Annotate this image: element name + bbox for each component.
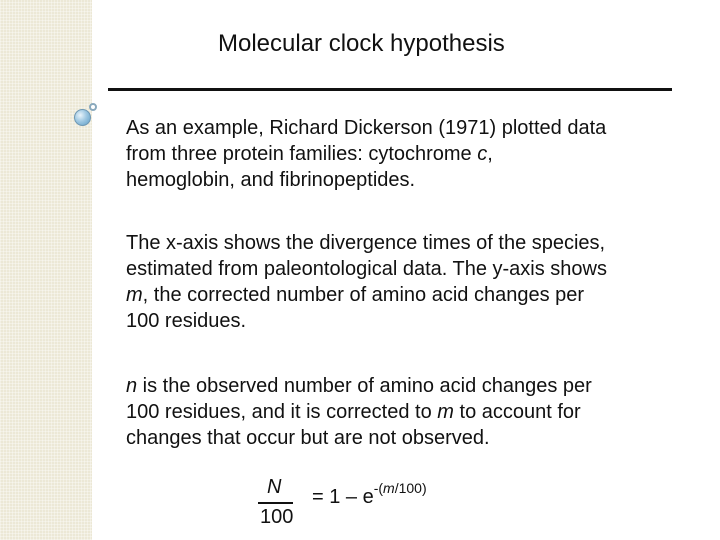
equation-exponent: -(m/100) [373,480,427,496]
paragraph-line: changes that occur but are not observed. [126,427,490,449]
equation-denominator: 100 [260,506,294,528]
paragraph-line: As an example, Richard Dickerson (1971) plotted data [126,117,607,139]
paragraph-line: n is the observed number of amino acid changes per [126,375,592,397]
title-underline [108,88,672,91]
paragraph-axes-description [126,230,716,334]
paragraph-line: The x-axis shows the divergence times of the species, [126,232,606,254]
bullet-bubble-small-icon [89,103,97,111]
paragraph-line: from three protein families: cytochrome c, [126,143,493,165]
paragraph-line: estimated from paleontological data. The y-axis shows [126,258,607,280]
slide-title: Molecular clock hypothesis [218,30,505,57]
italic-variable: c [477,143,488,165]
bullet-bubble-large-icon [74,109,91,126]
fraction-bar [258,502,293,504]
paragraph-line: 100 residues, and it is corrected to m to account for [126,401,581,423]
equation-numerator: N [267,476,282,498]
paragraph-line: 100 residues. [126,310,247,332]
italic-variable: n [126,375,138,397]
decorative-side-strip [0,0,92,540]
italic-variable: m [126,284,143,306]
paragraph-correction-note [126,373,716,451]
equation-right-hand-side [312,480,427,509]
paragraph-line: hemoglobin, and fibrinopeptides. [126,169,416,191]
equation-rhs-base: = 1 – e [312,486,374,508]
italic-variable: m [437,401,454,423]
paragraph-dickerson-example [126,115,716,193]
paragraph-line: m, the corrected number of amino acid changes per [126,284,585,306]
poisson-correction-equation [258,474,558,534]
